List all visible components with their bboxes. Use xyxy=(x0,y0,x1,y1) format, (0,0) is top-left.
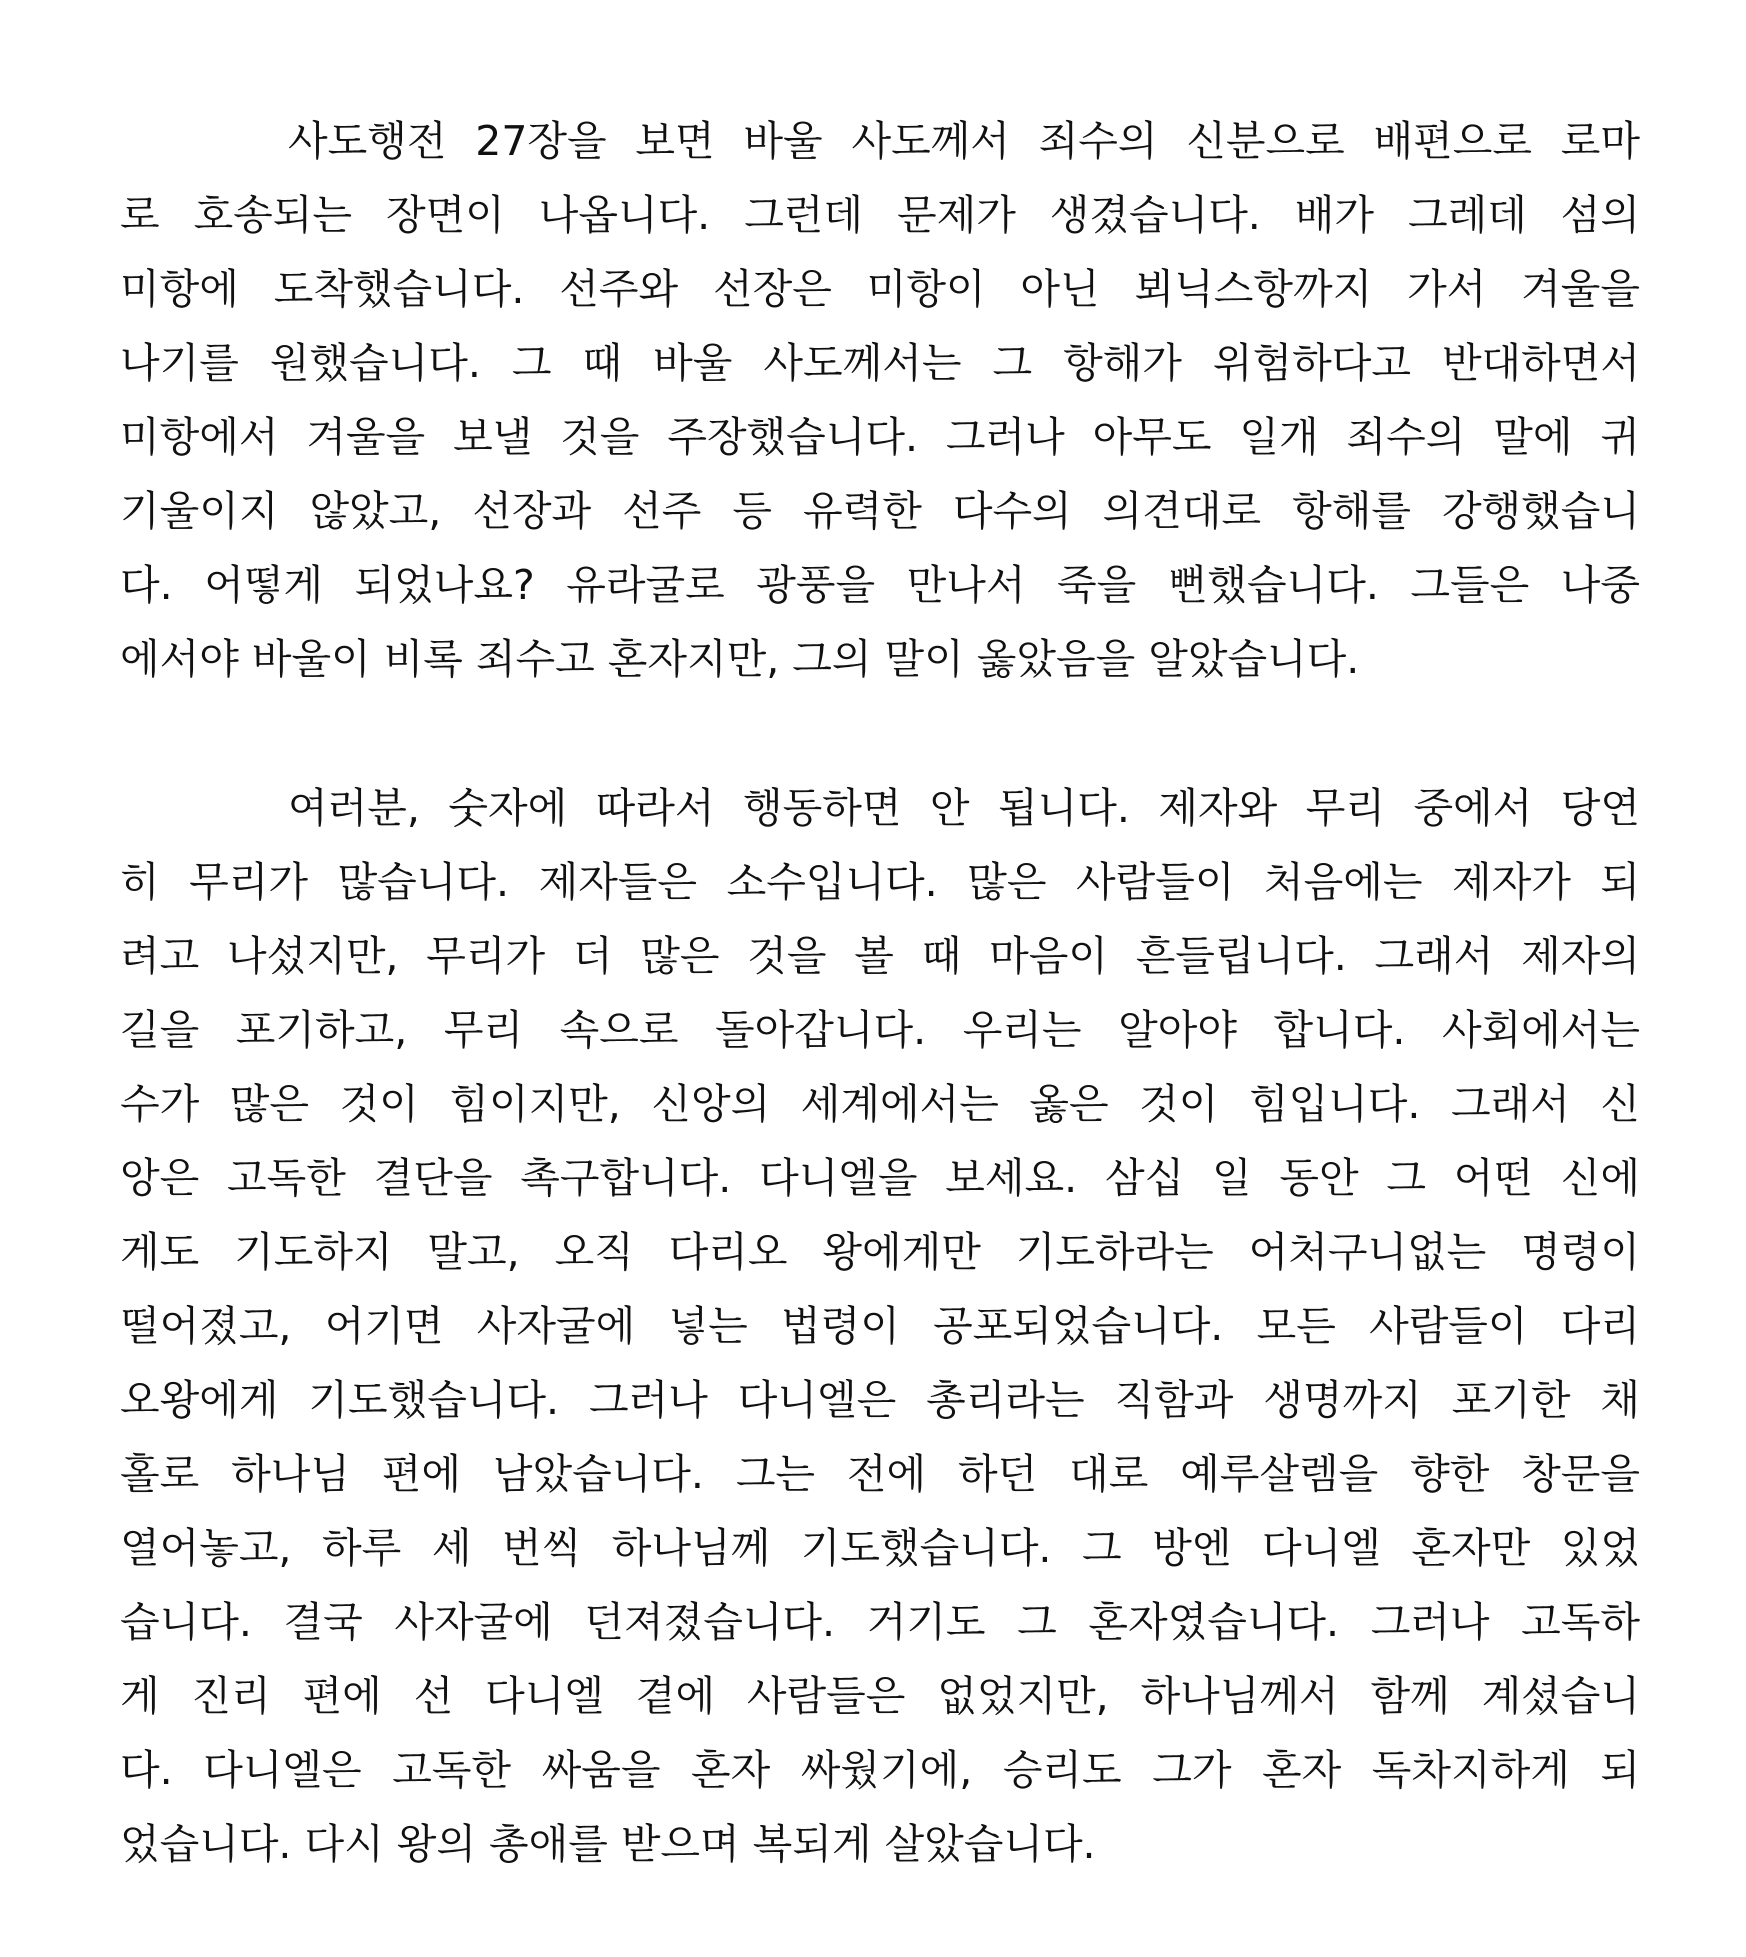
text-line: 다. 다니엘은 고독한 싸움을 혼자 싸웠기에, 승리도 그가 혼자 독차지하게 되 xyxy=(120,1746,1640,1794)
text-line: 떨어졌고, 어기면 사자굴에 넣는 법령이 공포되었습니다. 모든 사람들이 다리 xyxy=(120,1302,1640,1350)
text-line: 나기를 원했습니다. 그 때 바울 사도께서는 그 항해가 위험하다고 반대하면서 xyxy=(120,339,1640,387)
text-line: 미항에서 겨울을 보낼 것을 주장했습니다. 그러나 아무도 일개 죄수의 말에 귀 xyxy=(120,413,1640,461)
text-line: 려고 나섰지만, 무리가 더 많은 것을 볼 때 마음이 흔들립니다. 그래서 제자의 xyxy=(120,932,1640,980)
text-line: 여러분, 숫자에 따라서 행동하면 안 됩니다. 제자와 무리 중에서 당연 xyxy=(288,784,1640,832)
text-line: 오왕에게 기도했습니다. 그러나 다니엘은 총리라는 직함과 생명까지 포기한 채 xyxy=(120,1376,1640,1424)
text-line: 히 무리가 많습니다. 제자들은 소수입니다. 많은 사람들이 처음에는 제자가 되 xyxy=(120,858,1640,906)
text-line: 로 호송되는 장면이 나옵니다. 그런데 문제가 생겼습니다. 배가 그레데 섬의 xyxy=(120,191,1640,239)
text-line: 다. 어떻게 되었나요? 유라굴로 광풍을 만나서 죽을 뻔했습니다. 그들은 나중 xyxy=(120,561,1640,609)
text-line: 홀로 하나님 편에 남았습니다. 그는 전에 하던 대로 예루살렘을 향한 창문을 xyxy=(120,1450,1640,1498)
text-line: 미항에 도착했습니다. 선주와 선장은 미항이 아닌 뵈닉스항까지 가서 겨울을 xyxy=(120,265,1640,313)
text-line: 에서야 바울이 비록 죄수고 혼자지만, 그의 말이 옳았음을 알았습니다. xyxy=(120,635,1360,683)
text-line: 사도행전 27장을 보면 바울 사도께서 죄수의 신분으로 배편으로 로마 xyxy=(288,117,1640,165)
text-line: 앙은 고독한 결단을 촉구합니다. 다니엘을 보세요. 삼십 일 동안 그 어떤 신에 xyxy=(120,1154,1640,1202)
text-line: 었습니다. 다시 왕의 총애를 받으며 복되게 살았습니다. xyxy=(120,1820,1096,1868)
text-line: 수가 많은 것이 힘이지만, 신앙의 세계에서는 옳은 것이 힘입니다. 그래서 신 xyxy=(120,1080,1640,1128)
text-line: 습니다. 결국 사자굴에 던져졌습니다. 거기도 그 혼자였습니다. 그러나 고독하 xyxy=(120,1598,1640,1646)
text-line: 기울이지 않았고, 선장과 선주 등 유력한 다수의 의견대로 항해를 강행했습니 xyxy=(120,487,1640,535)
text-line: 게 진리 편에 선 다니엘 곁에 사람들은 없었지만, 하나님께서 함께 계셨습니 xyxy=(120,1672,1640,1720)
text-line: 길을 포기하고, 무리 속으로 돌아갑니다. 우리는 알아야 합니다. 사회에서는 xyxy=(120,1006,1640,1054)
text-line: 게도 기도하지 말고, 오직 다리오 왕에게만 기도하라는 어처구니없는 명령이 xyxy=(120,1228,1640,1276)
paragraph-2 xyxy=(120,771,1640,1881)
text-line: 열어놓고, 하루 세 번씩 하나님께 기도했습니다. 그 방엔 다니엘 혼자만 있었 xyxy=(120,1524,1640,1572)
paragraph-1 xyxy=(120,104,1640,696)
